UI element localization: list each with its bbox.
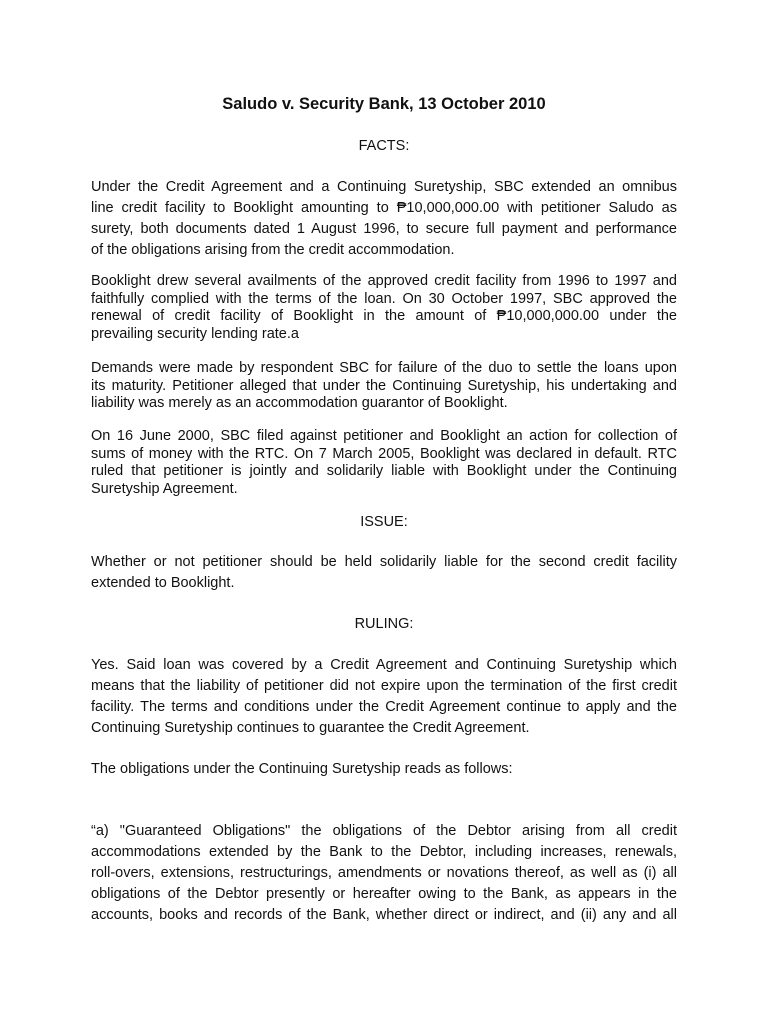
text-line: Continuing Suretyship continues to guarantee the Credit Agreement. xyxy=(91,720,530,736)
text-line: Whether or not petitioner should be held solidarily liable for the second credit facility xyxy=(91,554,677,570)
text-line: surety, both documents dated 1 August 1996, to secure full payment and performance xyxy=(91,221,677,237)
text-line: obligations of the Debtor presently or hereafter owing to the Bank, as appears in the xyxy=(91,886,677,902)
ruling-paragraph-3 xyxy=(91,821,677,926)
text-line: line credit facility to Booklight amounting to ₱10,000,000.00 with petitioner Saludo as xyxy=(91,200,677,216)
document-title: Saludo v. Security Bank, 13 October 2010 xyxy=(222,95,546,113)
text-line: The obligations under the Continuing Suretyship reads as follows: xyxy=(91,761,513,777)
text-line: renewal of credit facility of Booklight in the amount of ₱10,000,000.00 under the xyxy=(91,308,677,324)
ruling-paragraph-1 xyxy=(91,655,677,739)
text-line: accommodations extended by the Bank to the Debtor, including increases, renewals, xyxy=(91,844,677,860)
facts-paragraph-4 xyxy=(91,428,677,498)
facts-paragraph-3 xyxy=(91,360,677,413)
text-line: Under the Credit Agreement and a Continuing Suretyship, SBC extended an omnibus xyxy=(91,179,677,195)
text-line: On 16 June 2000, SBC filed against petitioner and Booklight an action for collection of xyxy=(91,428,677,444)
text-line: of the obligations arising from the credit accommodation. xyxy=(91,242,455,258)
text-line: Demands were made by respondent SBC for failure of the duo to settle the loans upon xyxy=(91,360,677,376)
text-line: Yes. Said loan was covered by a Credit Agreement and Continuing Suretyship which xyxy=(91,657,677,673)
text-line: Suretyship Agreement. xyxy=(91,480,238,497)
ruling-paragraph-2 xyxy=(91,759,677,780)
text-line: sums of money with the RTC. On 7 March 2005, Booklight was declared in default. RTC xyxy=(91,445,677,462)
text-line: its maturity. Petitioner alleged that under the Continuing Suretyship, his undertaking and xyxy=(91,377,677,394)
facts-paragraph-1 xyxy=(91,177,677,261)
text-line: liability was merely as an accommodation guarantor of Booklight. xyxy=(91,395,508,411)
facts-heading: FACTS: xyxy=(358,138,410,154)
text-line: roll-overs, extensions, restructurings, amendments or novations thereof, as well as (i) all xyxy=(91,865,677,881)
text-line: prevailing security lending rate.a xyxy=(91,325,299,342)
issue-paragraph xyxy=(91,552,677,594)
text-line: extended to Booklight. xyxy=(91,575,235,591)
text-line: faithfully complied with the terms of the loan. On 30 October 1997, SBC approved the xyxy=(91,290,677,307)
text-line: facility. The terms and conditions under the Credit Agreement continue to apply and the xyxy=(91,699,677,715)
facts-paragraph-2 xyxy=(91,273,677,343)
text-line: ruled that petitioner is jointly and solidarily liable with Booklight under the Continuing xyxy=(91,463,677,479)
issue-heading: ISSUE: xyxy=(360,514,408,530)
text-line: means that the liability of petitioner did not expire upon the termination of the first credit xyxy=(91,678,677,694)
text-line: Booklight drew several availments of the approved credit facility from 1996 to 1997 and xyxy=(91,273,677,289)
text-line: accounts, books and records of the Bank, whether direct or indirect, and (ii) any and all xyxy=(91,907,677,923)
text-line: “a) "Guaranteed Obligations" the obligations of the Debtor arising from all credit xyxy=(91,823,677,839)
ruling-heading: RULING: xyxy=(354,616,414,632)
